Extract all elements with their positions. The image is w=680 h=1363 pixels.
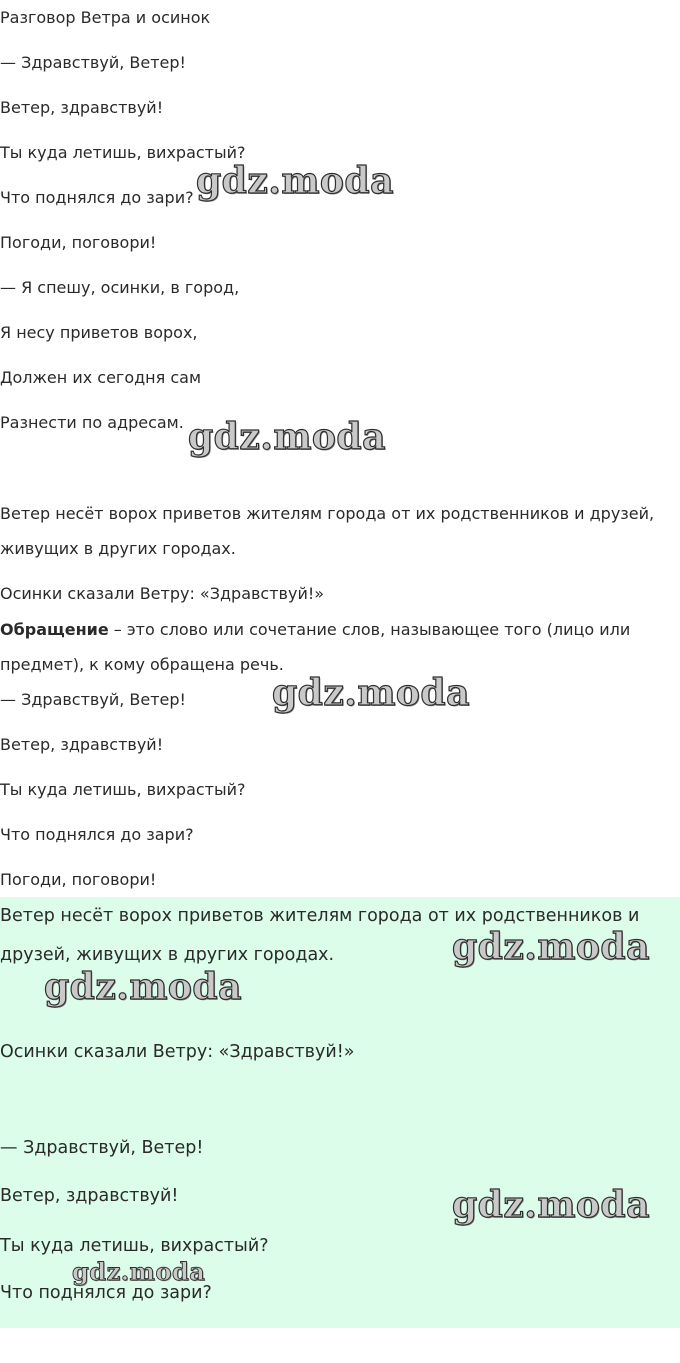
poem-line: — Я спешу, осинки, в город, — [0, 278, 240, 297]
watermark: gdz.moda — [188, 416, 386, 458]
watermark: gdz.moda — [272, 672, 470, 714]
poem-line: Ты куда летишь, вихрастый? — [0, 1236, 269, 1256]
definition-line — [0, 619, 630, 641]
answer-line: живущих в других городах. — [0, 539, 236, 558]
poem-line: Что поднялся до зари? — [0, 825, 194, 844]
poem-line: Погоди, поговори! — [0, 870, 157, 889]
poem-line: — Здравствуй, Ветер! — [0, 53, 186, 72]
poem-line: Ты куда летишь, вихрастый? — [0, 143, 246, 162]
poem-line: Разнести по адресам. — [0, 413, 184, 432]
definition-text: – это слово или сочетание слов, называющее того (лицо или — [108, 620, 631, 639]
answer-line: друзей, живущих в других городах. — [0, 945, 335, 965]
watermark: gdz.moda — [452, 926, 650, 968]
poem-line: Ты куда летишь, вихрастый? — [0, 780, 246, 799]
watermark: gdz.moda — [72, 1257, 206, 1286]
poem-line: Ветер, здравствуй! — [0, 735, 164, 754]
greeting-line: Осинки сказали Ветру: «Здравствуй!» — [0, 584, 325, 603]
answer-line: Ветер несёт ворох приветов жителям города от их родственников и — [0, 906, 640, 926]
poem-line: Что поднялся до зари? — [0, 1283, 212, 1303]
poem-title: Разговор Ветра и осинок — [0, 8, 211, 27]
greeting-line: Осинки сказали Ветру: «Здравствуй!» — [0, 1042, 355, 1062]
watermark: gdz.moda — [196, 160, 394, 202]
watermark: gdz.moda — [452, 1184, 650, 1226]
definition-line-2: предмет), к кому обращена речь. — [0, 655, 284, 674]
poem-line: — Здравствуй, Ветер! — [0, 1138, 204, 1158]
poem-line: — Здравствуй, Ветер! — [0, 690, 186, 709]
watermark: gdz.moda — [44, 966, 242, 1008]
poem-line: Ветер, здравствуй! — [0, 98, 164, 117]
definition-term: Обращение — [0, 620, 109, 639]
poem-line: Должен их сегодня сам — [0, 368, 202, 387]
poem-line: Ветер, здравствуй! — [0, 1186, 179, 1206]
poem-line: Что поднялся до зари? — [0, 188, 194, 207]
poem-line: Погоди, поговори! — [0, 233, 157, 252]
answer-line: Ветер несёт ворох приветов жителям города от их родственников и друзей, — [0, 504, 655, 523]
poem-line: Я несу приветов ворох, — [0, 323, 198, 342]
